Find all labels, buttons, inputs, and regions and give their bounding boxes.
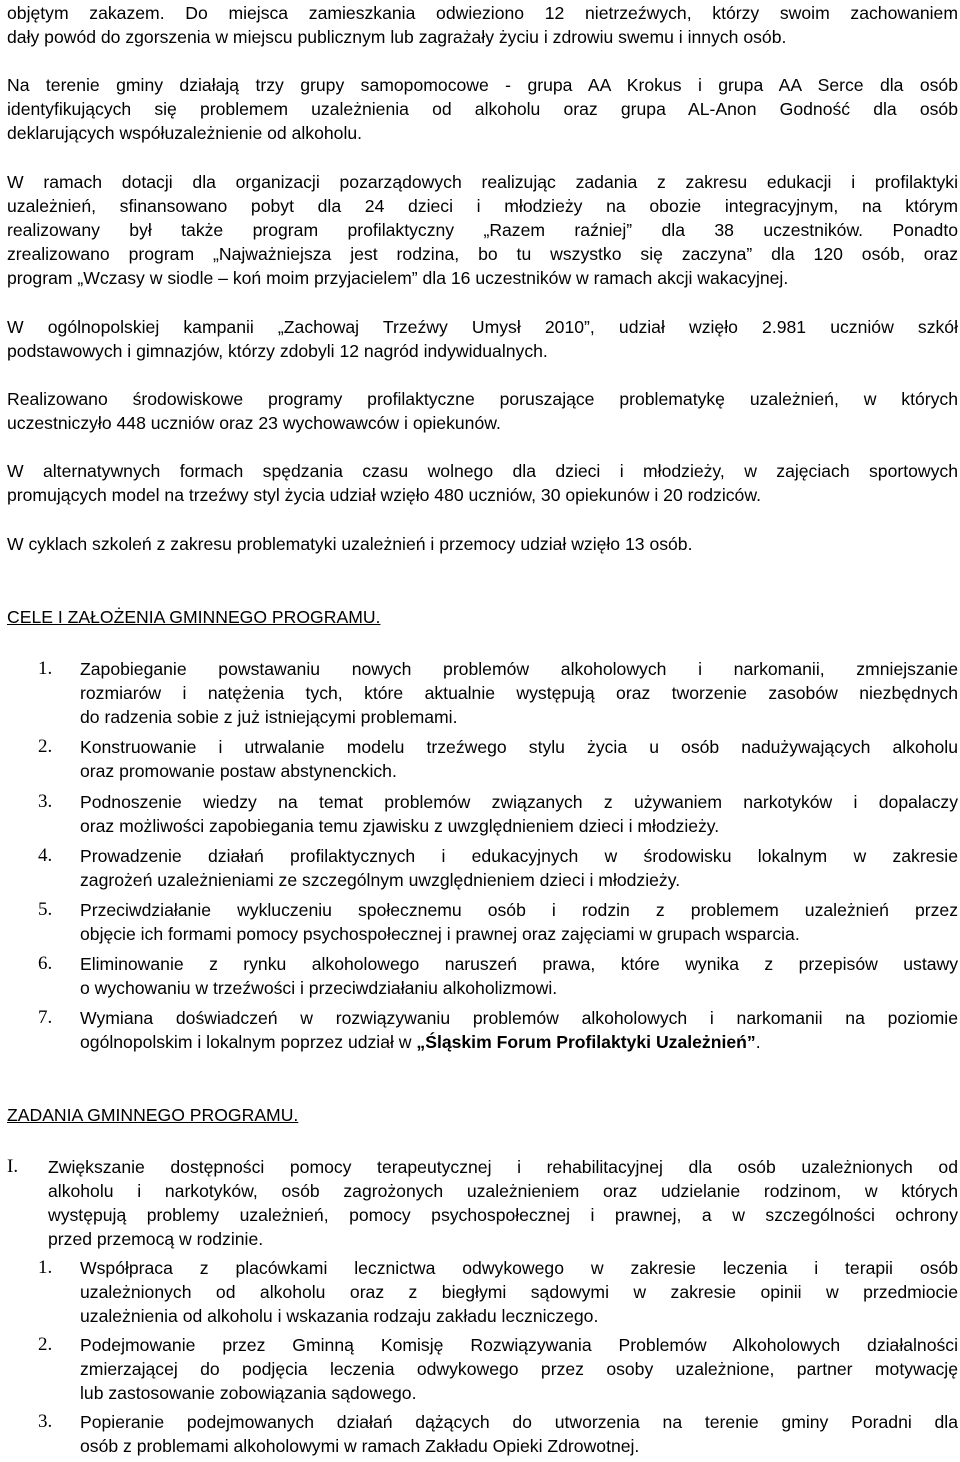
- paragraph-campaign: [7, 315, 958, 363]
- text-line: uzależnionych od alkoholu oraz z biegłymi sądowymi w zakresie opinii w przedmiocie: [80, 1282, 958, 1302]
- paragraph-self-help-groups: [7, 73, 958, 145]
- text-line: dały powód do zgorszenia w miejscu publicznym lub zagrażały życiu i zdrowiu swemu i innych osób.: [7, 27, 787, 47]
- section-heading-tasks: ZADANIA GMINNEGO PROGRAMU.: [7, 1105, 299, 1125]
- goal-text: [80, 735, 958, 783]
- text-line: Konstruowanie i utrwalanie modelu trzeźwego stylu życia u osób nadużywających alkoholu: [80, 737, 958, 757]
- text-line: lub zastosowanie zobowiązania sądowego.: [80, 1383, 417, 1403]
- list-number: 4.: [38, 845, 53, 866]
- paragraph-training: [7, 532, 958, 556]
- text-line: Współpraca z placówkami lecznictwa odwykowego w zakresie leczenia i terapii osób: [80, 1258, 958, 1278]
- text-line: Zapobieganie powstawaniu nowych problemów alkoholowych i narkomanii, zmniejszanie: [80, 659, 958, 679]
- paragraph-prevention-programs: [7, 387, 958, 435]
- list-number: 3.: [38, 1411, 53, 1432]
- goal-text: [80, 844, 958, 892]
- list-number: 2.: [38, 736, 53, 757]
- task-text: [80, 1333, 958, 1405]
- goal-text: [80, 1006, 958, 1054]
- task-text: [80, 1256, 958, 1328]
- section-heading-goals: CELE I ZAŁOŻENIA GMINNEGO PROGRAMU.: [7, 607, 381, 627]
- text-line: uczestniczyło 448 uczniów oraz 23 wychowawców i opiekunów.: [7, 413, 501, 433]
- text-line: Podejmowanie przez Gminną Komisję Rozwiązywania Problemów Alkoholowych działalności: [80, 1335, 958, 1355]
- paragraph-detoxification: [7, 1, 958, 49]
- text-line: Popieranie podejmowanych działań dążących do utworzenia na terenie gminy Poradni dla: [80, 1412, 958, 1432]
- text-line: Podnoszenie wiedzy na temat problemów związanych z używaniem narkotyków i dopalaczy: [80, 792, 958, 812]
- list-number: 5.: [38, 899, 53, 920]
- text-line: oraz promowanie postaw abstynenckich.: [80, 761, 397, 781]
- text-line: podstawowych i gimnazjów, którzy zdobyli 12 nagród indywidualnych.: [7, 341, 548, 361]
- text-line: oraz możliwości zapobiegania temu zjawisku z uwzględnieniem dzieci i młodzieży.: [80, 816, 720, 836]
- task-text: [80, 1410, 958, 1458]
- list-number: 2.: [38, 1334, 53, 1355]
- text-line: Zwiększanie dostępności pomocy terapeutycznej i rehabilitacyjnej dla osób uzależnionych od: [48, 1157, 958, 1177]
- text-line: W ramach dotacji dla organizacji pozarządowych realizując zadania z zakresu edukacji i profilaktyki: [7, 172, 958, 192]
- text-fragment: .: [755, 1032, 761, 1052]
- list-number: 1.: [38, 658, 53, 679]
- list-number: 6.: [38, 953, 53, 974]
- text-line: rozmiarów i natężenia tych, które aktualnie występują oraz tworzenie zasobów niezbędnych: [80, 683, 958, 703]
- text-line: zagrożeń uzależnieniami ze szczególnym uwzględnieniem dzieci i młodzieży.: [80, 870, 681, 890]
- text-line: do radzenia sobie z już istniejącymi problemami.: [80, 707, 458, 727]
- text-line: Wymiana doświadczeń w rozwiązywaniu problemów alkoholowych i narkomanii na poziomie: [80, 1008, 958, 1028]
- text-line: program „Wczasy w siodle – koń moim przyjacielem” dla 16 uczestników w ramach akcji wakacyjnej.: [7, 268, 789, 288]
- roman-number: I.: [7, 1156, 19, 1177]
- list-number: 7.: [38, 1007, 53, 1028]
- paragraph-leisure-activities: [7, 459, 958, 507]
- text-line: uzależnienia od alkoholu i wskazania rodzaju zakładu leczniczego.: [80, 1306, 599, 1326]
- text-line: alkoholu i narkotyków, osób zagrożonych uzależnieniem oraz udzielanie rodzinom, w których: [48, 1181, 958, 1201]
- text-line: objętym zakazem. Do miejsca zamieszkania odwieziono 12 nietrzeźwych, którzy swoim zachowaniem: [7, 3, 958, 23]
- text-line: zrealizowano program „Najważniejsza jest rodzina, bo tu wszystko się zaczyna” dla 120 osób, oraz: [7, 244, 958, 264]
- text-line: deklarujących współuzależnienie od alkoholu.: [7, 123, 363, 143]
- goal-text: [80, 790, 958, 838]
- text-line: Prowadzenie działań profilaktycznych i edukacyjnych w środowisku lokalnym w zakresie: [80, 846, 958, 866]
- text-line: zmierzającej do podjęcia leczenia odwykowego przez osoby uzależnione, partner motywację: [80, 1359, 958, 1379]
- goal-text: [80, 657, 958, 729]
- task-group-text: [48, 1155, 958, 1251]
- text-line: o wychowaniu w trzeźwości i przeciwdziałaniu alkoholizmowi.: [80, 978, 558, 998]
- text-line: objęcie ich formami pomocy psychospołecznej i prawnej oraz zajęciami w grupach wsparcia.: [80, 924, 800, 944]
- text-line: [80, 1030, 958, 1054]
- text-line: osób z problemami alkoholowymi w ramach Zakładu Opieki Zdrowotnej.: [80, 1436, 640, 1456]
- text-line: uzależnień, sfinansowano pobyt dla 24 dzieci i młodzieży na obozie integracyjnym, na którym: [7, 196, 958, 216]
- goal-text: [80, 952, 958, 1000]
- text-line: Przeciwdziałanie wykluczeniu społecznemu osób i rodzin z problemem uzależnień przez: [80, 900, 958, 920]
- list-number: 3.: [38, 791, 53, 812]
- list-number: 1.: [38, 1257, 53, 1278]
- forum-name-bold: „Śląskim Forum Profilaktyki Uzależnień”: [416, 1032, 756, 1052]
- text-line: identyfikujących się problemem uzależnienia od alkoholu oraz grupa AL-Anon Godność dla osób: [7, 99, 958, 119]
- text-line: realizowany był także program profilaktyczny „Razem raźniej” dla 38 uczestników. Ponadto: [7, 220, 958, 240]
- text-fragment: ogólnopolskim i lokalnym poprzez udział w: [80, 1032, 417, 1052]
- paragraph-ngo-grants: [7, 170, 958, 290]
- goal-text: [80, 898, 958, 946]
- text-line: promujących model na trzeźwy styl życia udział wzięło 480 uczniów, 30 opiekunów i 20 rodziców.: [7, 485, 761, 505]
- text-line: Realizowano środowiskowe programy profilaktyczne poruszające problematykę uzależnień, w których: [7, 389, 958, 409]
- text-line: Eliminowanie z rynku alkoholowego naruszeń prawa, które wynika z przepisów ustawy: [80, 954, 958, 974]
- text-line: przed przemocą w rodzinie.: [48, 1229, 264, 1249]
- text-line: Na terenie gminy działają trzy grupy samopomocowe - grupa AA Krokus i grupa AA Serce dla osób: [7, 75, 958, 95]
- text-line: W cyklach szkoleń z zakresu problematyki uzależnień i przemocy udział wzięło 13 osób.: [7, 534, 693, 554]
- text-line: W alternatywnych formach spędzania czasu wolnego dla dzieci i młodzieży, w zajęciach sportowych: [7, 461, 958, 481]
- text-line: występują problemy uzależnień, pomocy psychospołecznej i prawnej, a w szczególności ochrony: [48, 1205, 958, 1225]
- text-line: W ogólnopolskiej kampanii „Zachowaj Trzeźwy Umysł 2010”, udział wzięło 2.981 uczniów szkół: [7, 317, 958, 337]
